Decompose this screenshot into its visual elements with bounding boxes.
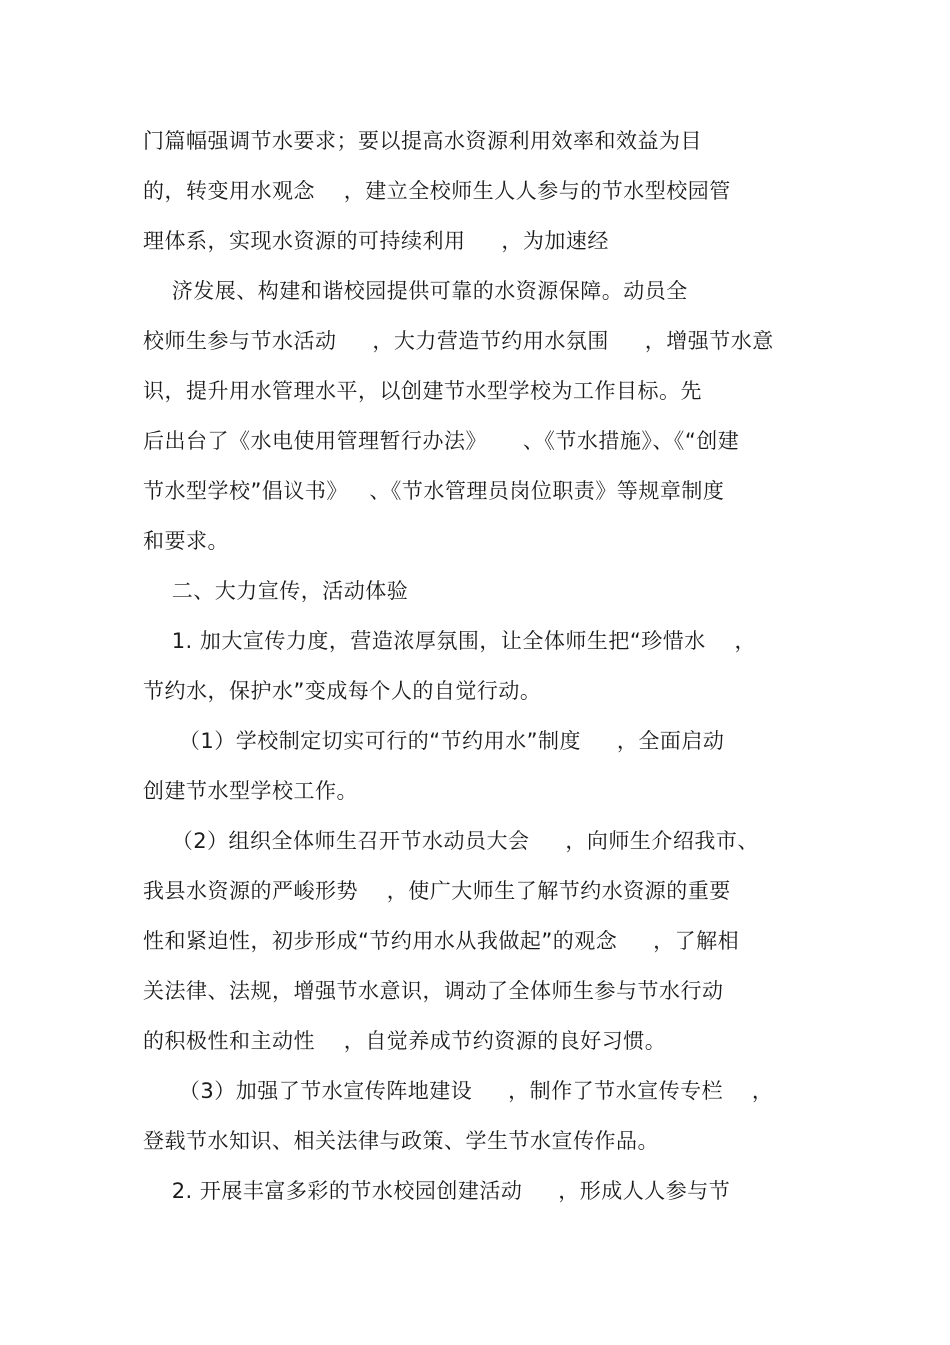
text-line: 我县水资源的严峻形势 ，使广大师生了解节约水资源的重要 <box>143 879 731 903</box>
text-line: 后出台了《水电使用管理暂行办法》 、《节水措施》、《“创建 <box>143 429 740 453</box>
text-line: 识，提升用水管理水平，以创建节水型学校为工作目标。先 <box>143 379 702 403</box>
text-line: 和要求。 <box>143 529 229 553</box>
text-line: 创建节水型学校工作。 <box>143 779 358 803</box>
text-line: 节水型学校”倡议书》 、《节水管理员岗位职责》等规章制度 <box>143 479 725 503</box>
section-heading: 二、大力宣传，活动体验 <box>143 579 409 603</box>
text-line: （1）学校制定切实可行的“节约用水”制度 ，全面启动 <box>143 729 725 753</box>
text-line: 的积极性和主动性 ，自觉养成节约资源的良好习惯。 <box>143 1029 667 1053</box>
text-line: 门篇幅强调节水要求；要以提高水资源利用效率和效益为目 <box>143 129 702 153</box>
text-line: 登载节水知识、相关法律与政策、学生节水宣传作品。 <box>143 1129 659 1153</box>
text-line: （3）加强了节水宣传阵地建设 ，制作了节水宣传专栏 ， <box>143 1079 774 1103</box>
text-line: 关法律、法规，增强节水意识，调动了全体师生参与节水行动 <box>143 979 724 1003</box>
text-line: 1. 加大宣传力度，营造浓厚氛围，让全体师生把“珍惜水 ， <box>143 629 756 653</box>
text-line: 节约水，保护水”变成每个人的自觉行动。 <box>143 679 542 703</box>
text-line: （2）组织全体师生召开节水动员大会 ，向师生介绍我市、 <box>143 829 759 853</box>
text-line: 的，转变用水观念 ，建立全校师生人人参与的节水型校园管 <box>143 179 731 203</box>
text-line: 济发展、构建和谐校园提供可靠的水资源保障。动员全 <box>143 279 688 303</box>
text-line: 2. 开展丰富多彩的节水校园创建活动 ，形成人人参与节 <box>143 1179 731 1203</box>
text-line: 校师生参与节水活动 ，大力营造节约用水氛围 ，增强节水意 <box>143 329 774 353</box>
text-line: 理体系，实现水资源的可持续利用 ，为加速经 <box>143 229 609 253</box>
text-line: 性和紧迫性，初步形成“节约用水从我做起”的观念 ，了解相 <box>143 929 740 953</box>
